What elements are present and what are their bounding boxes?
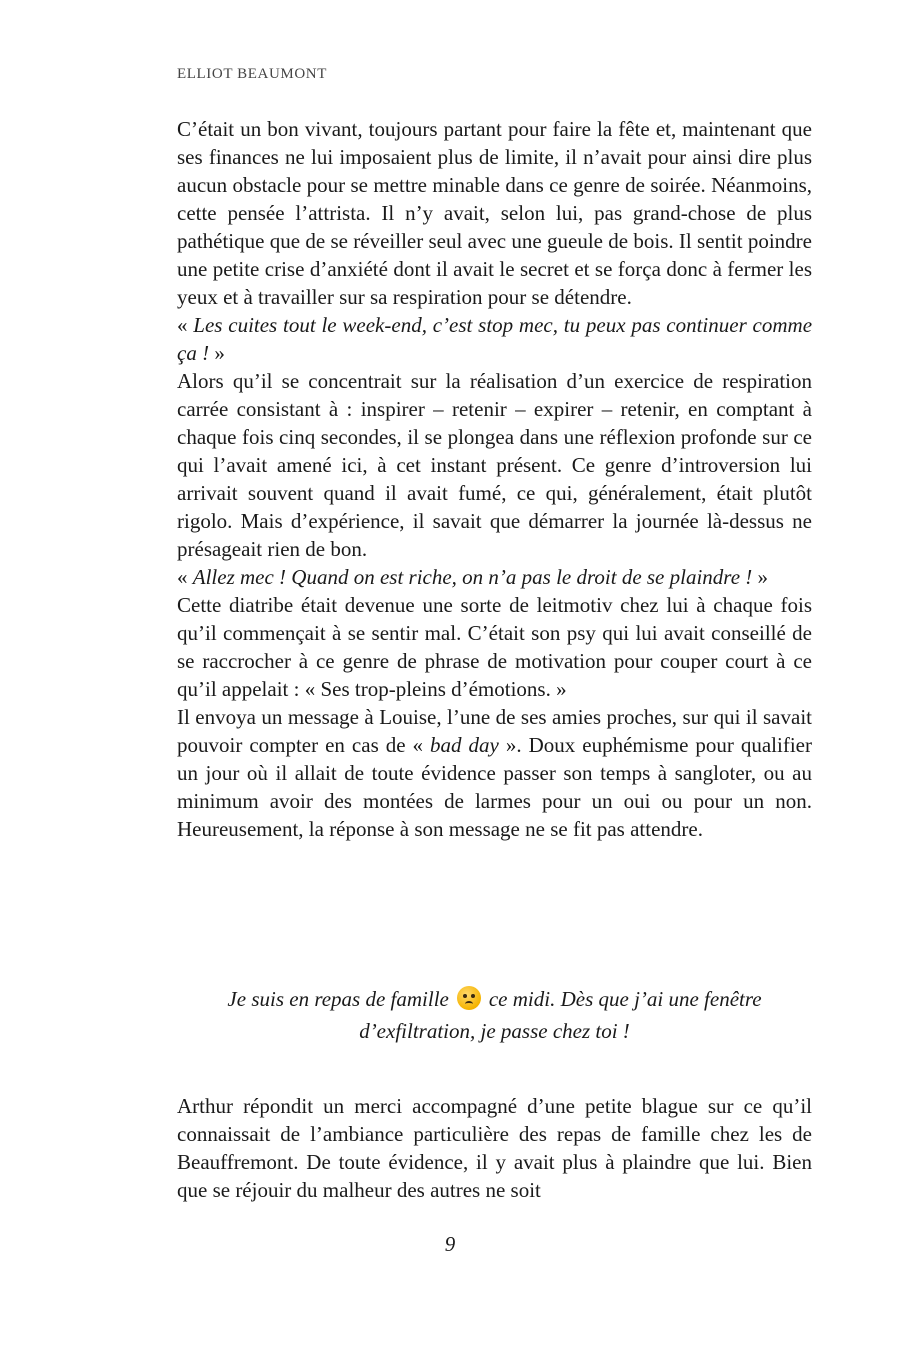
page-number: 9 (444, 1232, 456, 1256)
paragraph-3: Cette diatribe était devenue une sorte de leitmotiv chez lui à chaque fois qu’il commençait à se sentir mal. C’était son psy qui lui avait conseillé de se raccrocher à ce genre de phrase de motivation pour couper court à ce qu’il appelait : « Ses trop-pleins d’émotions. » (177, 593, 812, 701)
paragraph-4-end: ». Doux euphémisme pour qualifier un jour où il allait de toute évidence passer son temps à sangloter, ou au minimum avoir des montées de larmes pour un oui ou pour un non. Heureusement, la réponse à son message ne se fit pas attendre. (177, 733, 812, 841)
message-text-after-emoji: ce midi. Dès que j’ai une fenêtre (488, 987, 762, 1011)
quote-1-open: « (177, 313, 194, 337)
message-text-before-emoji: Je suis en repas de famille (227, 987, 449, 1011)
quote-2-text: Allez mec ! Quand on est riche, on n’a pas le droit de se plaindre ! (192, 565, 753, 589)
quote-1 (177, 311, 812, 367)
paragraph-5: Arthur répondit un merci accompagné d’une petite blague sur ce qu’il connaissait de l’ambiance particulière des repas de famille chez les de Beauffremont. De toute évidence, il y avait plus à plaindre que lui. Bien que se réjouir du malheur des autres ne soit (177, 1094, 812, 1202)
paragraph-4-italic: bad day (430, 733, 499, 757)
page-body-continued (177, 1092, 812, 1204)
quote-1-close: » (209, 341, 225, 365)
message-line-1 (177, 983, 812, 1015)
flushed-face-emoji-icon (457, 986, 481, 1010)
paragraph-4 (177, 703, 812, 843)
page-body (177, 115, 812, 843)
text-message (177, 983, 812, 1047)
paragraph-1: C’était un bon vivant, toujours partant pour faire la fête et, maintenant que ses finances ne lui imposaient plus de limite, il n’avait pour ainsi dire plus aucun obstacle pour se mettre minable dans ce genre de soirée. Néanmoins, cette pensée l’attrista. Il n’y avait, selon lui, pas grand-chose de plus pathétique que de se réveiller seul avec une gueule de bois. Il sentit poindre une petite crise d’anxiété dont il avait le secret et se força donc à fermer les yeux et à travailler sur sa respiration pour se détendre. (177, 117, 812, 309)
message-line-2: d’exfiltration, je passe chez toi ! (359, 1019, 630, 1043)
paragraph-4-start: Il envoya un message à Louise, l’une de ses amies proches, sur qui il savait pouvoir compter en cas de « (177, 705, 812, 757)
quote-2 (177, 563, 812, 591)
running-head: ELLIOT BEAUMONT (177, 66, 327, 82)
quote-2-close: » (752, 565, 769, 589)
paragraph-2: Alors qu’il se concentrait sur la réalisation d’un exercice de respiration carrée consistant à : inspirer – retenir – expirer – retenir, en comptant à chaque fois cinq secondes, il se plongea dans une réflexion profonde sur ce qui l’avait amené ici, à cet instant présent. Ce genre d’introversion lui arrivait souvent quand il avait fumé, ce qui, généralement, était plutôt rigolo. Mais d’expérience, il savait que démarrer la journée là-dessus ne présageait rien de bon. (177, 369, 812, 561)
quote-2-open: « (177, 565, 193, 589)
quote-1-text: Les cuites tout le week-end, c’est stop mec, tu peux pas continuer comme ça ! (177, 313, 813, 365)
